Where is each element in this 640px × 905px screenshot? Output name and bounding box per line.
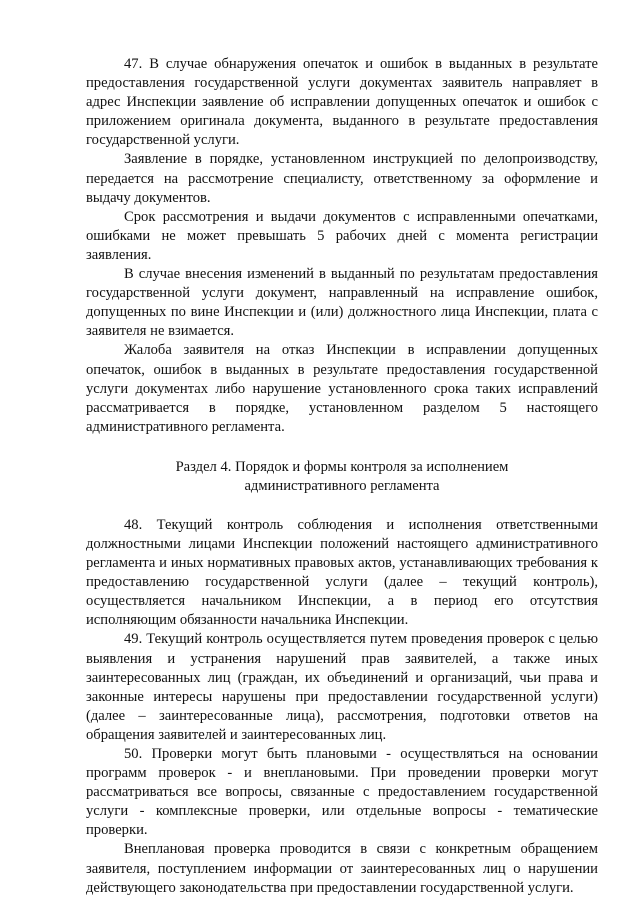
- paragraph-48: 48. Текущий контроль соблюдения и исполнения ответственными должностными лицами Инспекции положений настоящего административного регламента и иных нормативных правовых актов, устанавливающих требования к предоставлению государственной услуги (далее – текущий контроль), осуществляется начальником Инспекции, а в период его отсутствия исполняющим обязанности начальника Инспекции.: [86, 516, 598, 629]
- paragraph-correction-deadline: Срок рассмотрения и выдачи документов с исправленными опечатками, ошибками не может превышать 5 рабочих дней с момента регистрации заявления.: [86, 208, 598, 263]
- paragraph-unscheduled-inspection: Внеплановая проверка проводится в связи с конкретным обращением заявителя, поступлением информации от заинтересованных лиц о нарушении действующего законодательства при предоставлении государственной услуги.: [86, 841, 598, 896]
- paragraph-application-processing: Заявление в порядке, установленном инструкцией по делопроизводству, передается на рассмотрение специалисту, ответственному за оформление и выдачу документов.: [86, 151, 598, 206]
- section-heading-line-1: Раздел 4. Порядок и формы контроля за исполнением: [175, 458, 509, 475]
- paragraph-complaint: Жалоба заявителя на отказ Инспекции в исправлении допущенных опечаток, ошибок в выданных в результате предоставления государственной услуги документах либо нарушение установленного срока таких исправлений рассматривается в порядке, установленном разделом 5 настоящего административного регламента.: [86, 342, 598, 435]
- section-heading-line-2: административного регламента: [244, 477, 440, 494]
- section-heading: [86, 458, 598, 496]
- paragraph-50: 50. Проверки могут быть плановыми - осуществляться на основании программ проверок - и внеплановыми. При проведении проверки могут рассматриваться все вопросы, связанные с предоставлением государственной услуги - комплексные проверки, или отдельные вопросы - тематические проверки.: [86, 746, 598, 839]
- paragraph-49: 49. Текущий контроль осуществляется путем проведения проверок с целью выявления и устранения нарушений прав заявителей, а также иных заинтересованных лиц (граждан, их объединений и организаций, чьи права и законные интересы нарушены при предоставлении государственной услуги) (далее – заинтересованные лица), рассмотрения, подготовки ответов на обращения заявителей и заинтересованных лиц.: [86, 631, 598, 743]
- paragraph-47: 47. В случае обнаружения опечаток и ошибок в выданных в результате предоставления государственной услуги документах заявитель направляет в адрес Инспекции заявление об исправлении допущенных опечаток и ошибок с приложением оригинала документа, выданного в результате предоставления государственной услуги.: [86, 56, 598, 149]
- paragraph-no-fee: В случае внесения изменений в выданный по результатам предоставления государственной услуги документ, направленный на исправление ошибок, допущенных по вине Инспекции и (или) должностного лица Инспекции, плата с заявителя не взимается.: [86, 266, 598, 340]
